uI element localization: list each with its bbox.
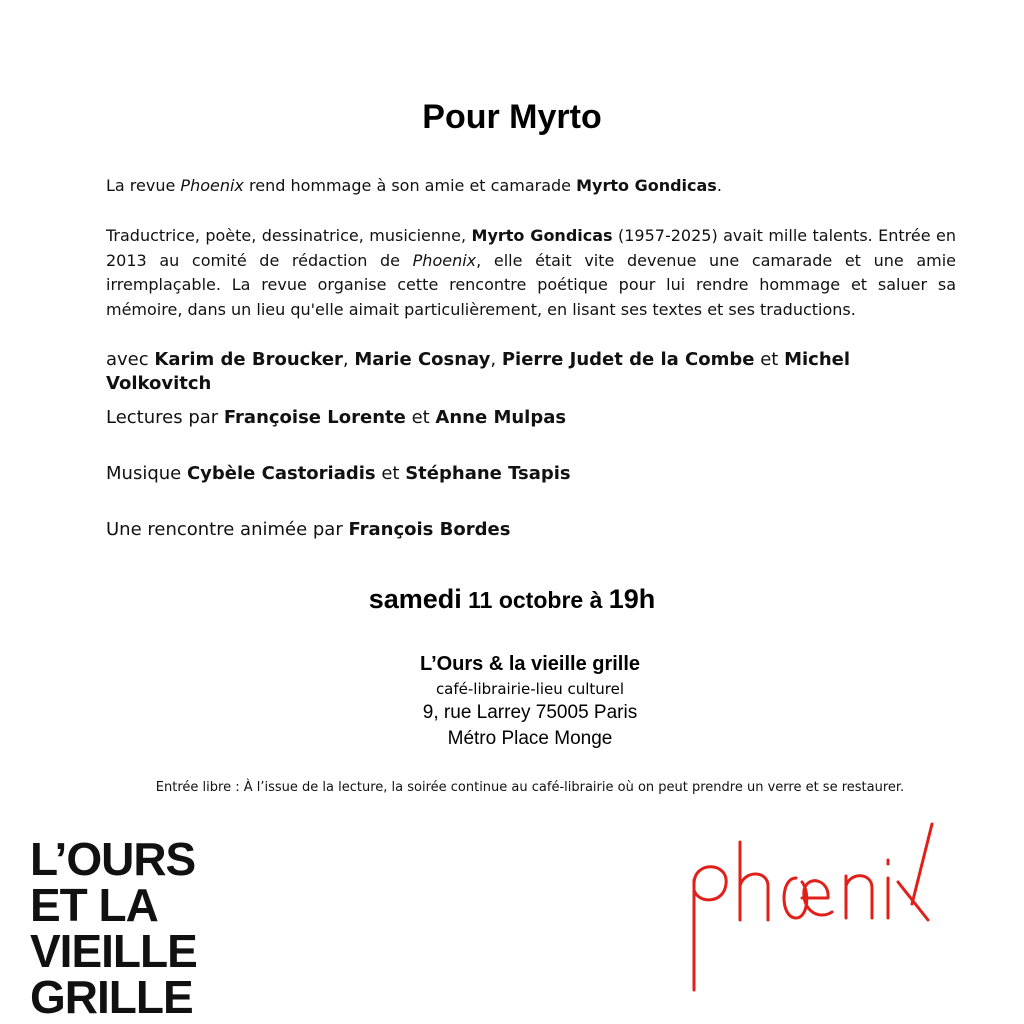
credit-prefix: Lectures par: [106, 407, 224, 428]
credit-prefix: Musique: [106, 463, 187, 484]
honoree-name: Myrto Gondicas: [471, 226, 613, 245]
credit-prefix: Une rencontre animée par: [106, 519, 349, 540]
description-text: Traductrice, poète, dessinatrice, musicienne,: [106, 226, 472, 245]
phoenix-logo: [684, 820, 944, 1000]
separator: et: [754, 349, 785, 370]
participant-name: Karim de Broucker: [154, 349, 343, 370]
venue-address: 9, rue Larrey 75005 Paris: [422, 702, 638, 723]
reader-name: Anne Mulpas: [435, 407, 567, 428]
separator: ,: [490, 349, 502, 370]
ours-logo-line: ET LA: [30, 879, 158, 931]
entry-note: Entrée libre : À l’issue de la lecture, la soirée continue au café-librairie où on peut prendre un verre et se restaurer.: [155, 780, 905, 795]
event-date: [0, 584, 1024, 615]
musician-name: Cybèle Castoriadis: [186, 463, 376, 484]
intro-paragraph: [106, 175, 956, 197]
participant-name: Pierre Judet de la Combe: [501, 349, 755, 370]
ours-logo: [30, 833, 197, 1023]
intro-text: La revue: [106, 176, 181, 195]
description-text: , elle était vite devenue une camarade et une amie irremplaçable. La revue organise cette rencontre poétique pour lui rendre hommage et saluer sa mémoire, dans un lieu qu'elle aimait particulièrement, en lisant ses textes et ses traductions.: [106, 250, 957, 319]
description-paragraph: [106, 224, 956, 322]
venue-metro: Métro Place Monge: [447, 728, 613, 749]
host-name: François Bordes: [348, 519, 511, 540]
description-text: (1957-2025) avait mille talents. Entrée en 2013 au comité de rédaction de: [106, 226, 957, 270]
readings-line: [106, 406, 956, 430]
journal-name: Phoenix: [180, 176, 244, 195]
credit-prefix: avec: [106, 349, 155, 370]
phoenix-letter-h: [740, 842, 768, 920]
separator: et: [405, 407, 436, 428]
reader-name: Françoise Lorente: [223, 407, 406, 428]
phoenix-letter-n: [846, 876, 872, 918]
phoenix-letter-x: [898, 824, 932, 920]
venue-block: [0, 650, 1024, 752]
participants-line: [106, 348, 956, 396]
ours-logo-line: L’OURS: [30, 833, 196, 885]
separator: ,: [342, 349, 355, 370]
music-line: [106, 462, 956, 486]
venue-type: café-librairie-lieu culturel: [435, 680, 625, 698]
event-time: 19h: [608, 584, 656, 614]
host-line: [106, 518, 956, 542]
musician-name: Stéphane Tsapis: [405, 463, 571, 484]
ours-logo-line: VIEILLE: [30, 925, 197, 977]
phoenix-letter-oe: [784, 878, 832, 918]
honoree-name: Myrto Gondicas: [576, 176, 717, 195]
event-date-rest: 11 octobre à: [461, 587, 609, 613]
participant-name: Michel Volkovitch: [106, 349, 851, 394]
venue-name: L’Ours & la vieille grille: [419, 653, 641, 675]
phoenix-letter-p: [694, 867, 726, 990]
intro-text: .: [716, 176, 722, 195]
page-title: Pour Myrto: [422, 98, 602, 136]
event-day: samedi: [368, 584, 462, 614]
intro-text: rend hommage à son amie et camarade: [243, 176, 577, 195]
ours-logo-line: GRILLE: [30, 971, 193, 1023]
journal-name: Phoenix: [412, 250, 477, 270]
separator: et: [375, 463, 406, 484]
participant-name: Marie Cosnay: [354, 349, 491, 370]
